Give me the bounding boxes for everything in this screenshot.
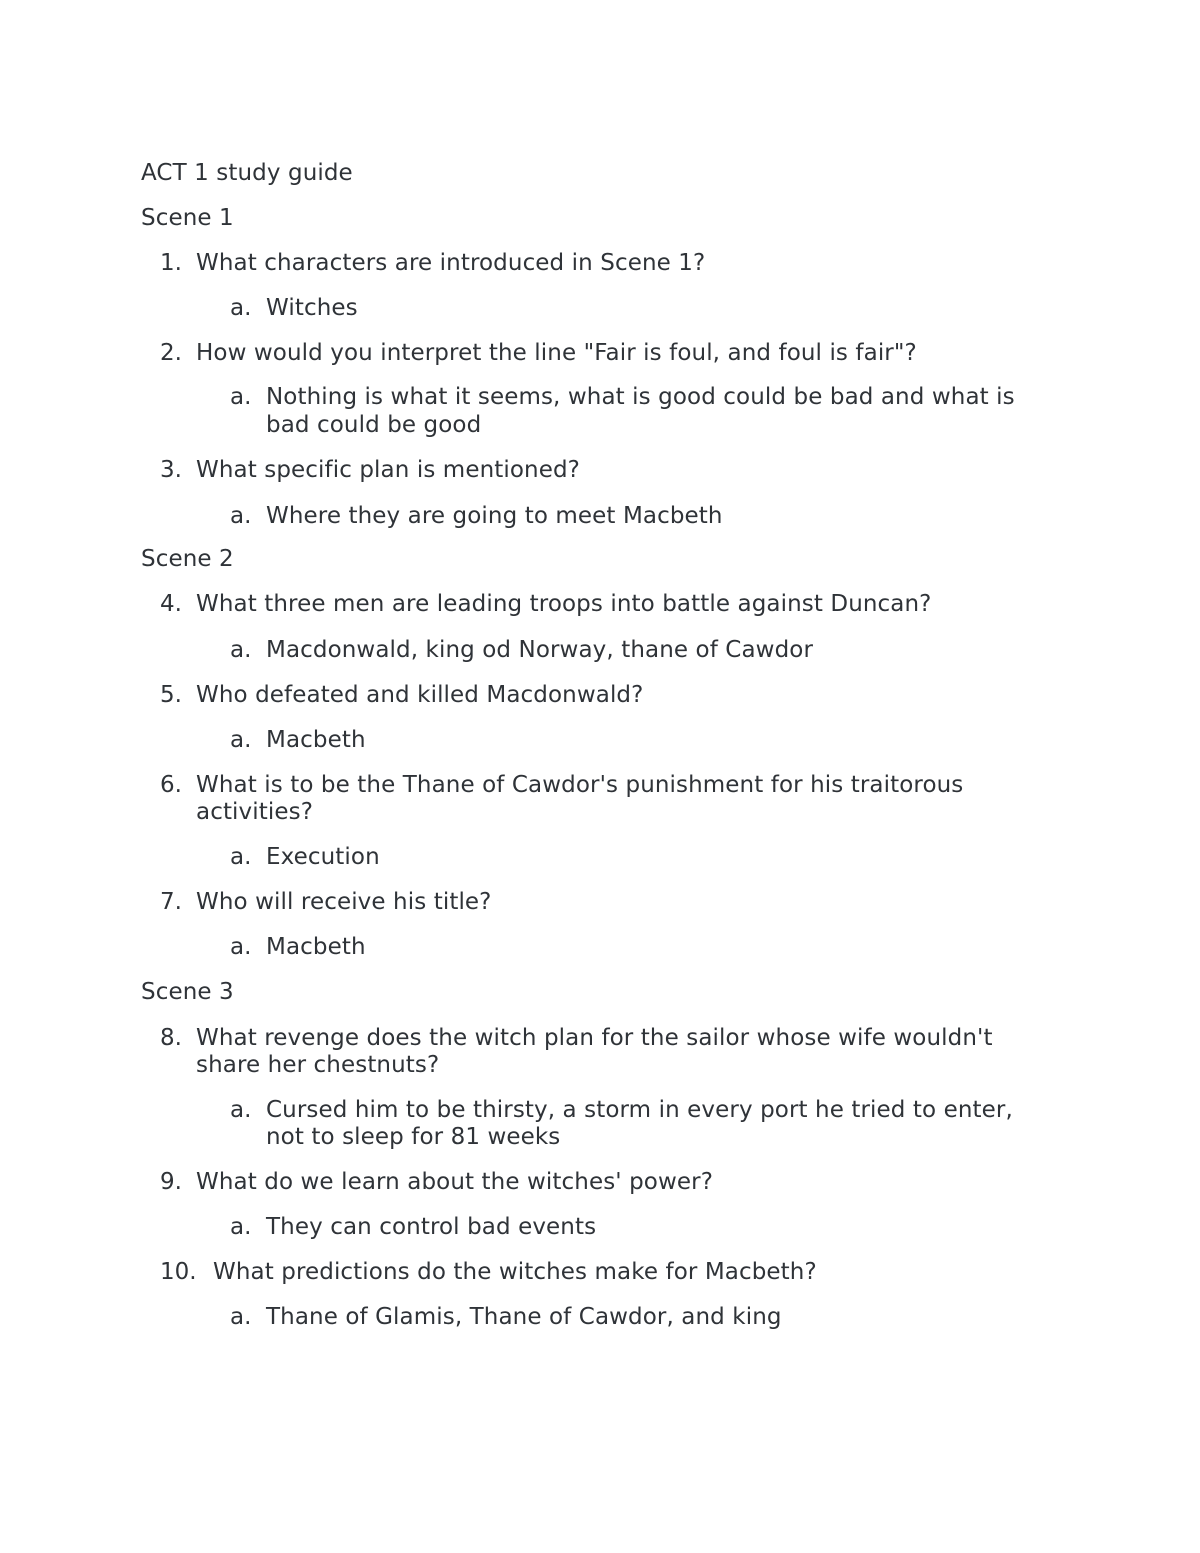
question-number: 1. bbox=[160, 250, 182, 276]
answer-marker: a. bbox=[230, 637, 252, 663]
question-text-continued: activities? bbox=[196, 799, 313, 825]
question-number: 8. bbox=[160, 1025, 182, 1051]
question-text: What three men are leading troops into battle against Duncan? bbox=[196, 591, 932, 617]
answer-text-continued: bad could be good bbox=[266, 412, 482, 438]
answer-text: Macbeth bbox=[266, 934, 366, 960]
answer-marker: a. bbox=[230, 384, 252, 410]
answer-text: Witches bbox=[266, 295, 358, 321]
answer-text: Macbeth bbox=[266, 727, 366, 753]
answer-text: Thane of Glamis, Thane of Cawdor, and king bbox=[266, 1304, 782, 1330]
answer-text: Where they are going to meet Macbeth bbox=[266, 503, 723, 529]
answer-marker: a. bbox=[230, 295, 252, 321]
question-number: 4. bbox=[160, 591, 182, 617]
question-number: 3. bbox=[160, 457, 182, 483]
answer-marker: a. bbox=[230, 934, 252, 960]
question-text: What specific plan is mentioned? bbox=[196, 457, 580, 483]
question-text: What predictions do the witches make for Macbeth? bbox=[213, 1259, 817, 1285]
answer-text-continued: not to sleep for 81 weeks bbox=[266, 1124, 561, 1150]
question-text: What do we learn about the witches' power? bbox=[196, 1169, 714, 1195]
document-title: ACT 1 study guide bbox=[141, 160, 353, 186]
question-number: 9. bbox=[160, 1169, 182, 1195]
question-number: 7. bbox=[160, 889, 182, 915]
question-number: 6. bbox=[160, 772, 182, 798]
question-number: 10. bbox=[160, 1259, 197, 1285]
answer-marker: a. bbox=[230, 844, 252, 870]
question-text-continued: share her chestnuts? bbox=[196, 1052, 440, 1078]
scene-heading-1: Scene 1 bbox=[141, 205, 234, 231]
question-text: Who defeated and killed Macdonwald? bbox=[196, 682, 644, 708]
question-text: What characters are introduced in Scene 1? bbox=[196, 250, 706, 276]
answer-text: Macdonwald, king od Norway, thane of Cawdor bbox=[266, 637, 814, 663]
answer-text: They can control bad events bbox=[266, 1214, 597, 1240]
question-number: 2. bbox=[160, 340, 182, 366]
answer-text: Execution bbox=[266, 844, 380, 870]
answer-marker: a. bbox=[230, 1097, 252, 1123]
answer-marker: a. bbox=[230, 727, 252, 753]
scene-heading-2: Scene 2 bbox=[141, 546, 234, 572]
answer-text: Cursed him to be thirsty, a storm in every port he tried to enter, bbox=[266, 1097, 1013, 1123]
question-text: Who will receive his title? bbox=[196, 889, 492, 915]
question-text: What revenge does the witch plan for the sailor whose wife wouldn't bbox=[196, 1025, 993, 1051]
question-text: How would you interpret the line "Fair is foul, and foul is fair"? bbox=[196, 340, 917, 366]
answer-marker: a. bbox=[230, 503, 252, 529]
scene-heading-3: Scene 3 bbox=[141, 979, 234, 1005]
answer-marker: a. bbox=[230, 1304, 252, 1330]
question-number: 5. bbox=[160, 682, 182, 708]
question-text: What is to be the Thane of Cawdor's punishment for his traitorous bbox=[196, 772, 964, 798]
answer-marker: a. bbox=[230, 1214, 252, 1240]
answer-text: Nothing is what it seems, what is good could be bad and what is bbox=[266, 384, 1015, 410]
